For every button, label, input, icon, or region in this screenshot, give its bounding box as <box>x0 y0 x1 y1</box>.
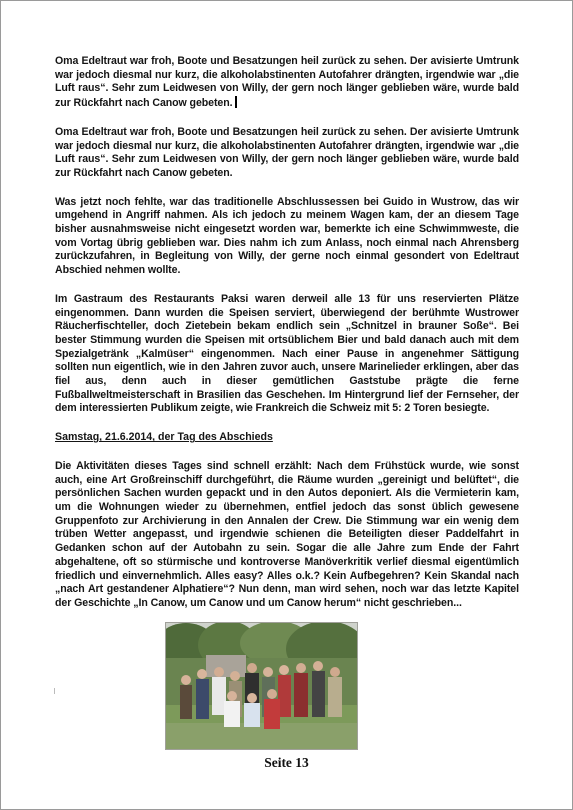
paragraph-1-text: Oma Edeltraut war froh, Boote und Besatzungen heil zurück zu sehen. Der avisierte Umtrunk war jedoch diesmal nur kurz, die alkoholabstinenten Autofahrer drängten, irgendwie war „die Luft raus“. Sehr zum Leidwesen von Willy, der gern noch länger geblieben wäre, wurde bald zur Rückfahrt nach Canow gebeten. <box>55 55 519 110</box>
group-photo-image <box>166 623 357 749</box>
paragraph-5: Die Aktivitäten dieses Tages sind schnell erzählt: Nach dem Frühstück wurde, wie sonst auch, eine Art Großreinschiff durchgeführt, die Räume wurden „gereinigt und belüftet“, die persönlichen Sachen wurden gepackt und in den Autos deponiert. Als die Vermieterin kam, um die Wohnungen wieder zu übernehmen, entfiel jedoch das sonst üblich gewesene Gruppenfoto zur Archivierung in den Annalen der Crew. Die Stimmung war ein wenig dem trüben Wetter angepasst, und irgendwie schienen die Beteiligten dieser Paddelfahrt in Gedanken schon auf der Autobahn zu sein. Sogar die alle Jahre zum Ende der Fahrt abgehaltene, oft so stürmische und kontroverse Manöverkritik verlief diesmal eigentümlich friedlich und einvernehmlich. Alles easy? Alles o.k.? Kein Aufbegehren? Kein Skandal nach „nach Art gestandener Alphatiere“? Nun denn, man wird sehen, noch war das letzte Kapitel der Geschichte „In Canow, um Canow und um Canow herum“ nicht geschrieben... <box>55 459 519 609</box>
paragraph-1 <box>55 55 519 111</box>
margin-mark <box>54 688 55 694</box>
page-number: Seite 13 <box>264 755 309 770</box>
paragraph-3: Was jetzt noch fehlte, war das traditionelle Abschlussessen bei Guido in Wustrow, das wir umgehend in Angriff nahmen. Als ich jedoch zu meinem Wagen kam, der an diesem Tage bisher ausnahmsweise nicht eingesetzt worden war, bemerkte ich eine Schwimmweste, die vom Vortag übrig geblieben war. Dies nahm ich zum Anlass, noch einmal nach Ahrensberg zurückzufahren, in Begleitung von Willy, der gerne noch einmal gesondert von Edeltraut Abschied nehmen wollte. <box>55 195 519 277</box>
paragraph-4: Im Gastraum des Restaurants Paksi waren derweil alle 13 für uns reservierten Plätze eingenommen. Dann wurden die Speisen serviert, überwiegend der berühmte Wustrower Räucherfischteller, doch Zietebein bekam endlich sein „Schnitzel in brauner Soße“. Bei bester Stimmung wurden die Speisen mit ortsüblichem Bier und bald danach auch mit dem Spezialgetränk „Kalmüser“ eingenommen. Nach einer Pause in angenehmer Sättigung sollten nun eigentlich, wie in den Jahren zuvor auch, unsere Marinelieder erklingen, aber das fiel aus, denn auch in dieser gemütlichen Gaststube prägte die ferne Fußballweltmeisterschaft in Brasilien das Geschehen. Im Hintergrund lief der Fernseher, der dem interessierten Publikum zeigte, wie Frankreich die Schweiz mit 5: 2 Toren besiegte. <box>55 292 519 415</box>
paragraph-2: Oma Edeltraut war froh, Boote und Besatzungen heil zurück zu sehen. Der avisierte Umtrunk war jedoch diesmal nur kurz, die alkoholabstinenten Autofahrer drängten, irgendwie war „die Luft raus“. Sehr zum Leidwesen von Willy, der gern noch länger geblieben wäre, wurde bald zur Rückfahrt nach Canow gebeten. <box>55 125 519 179</box>
text-cursor <box>235 96 237 108</box>
section-heading: Samstag, 21.6.2014, der Tag des Abschieds <box>55 431 273 444</box>
document-body <box>55 55 519 626</box>
group-photo <box>165 622 358 750</box>
